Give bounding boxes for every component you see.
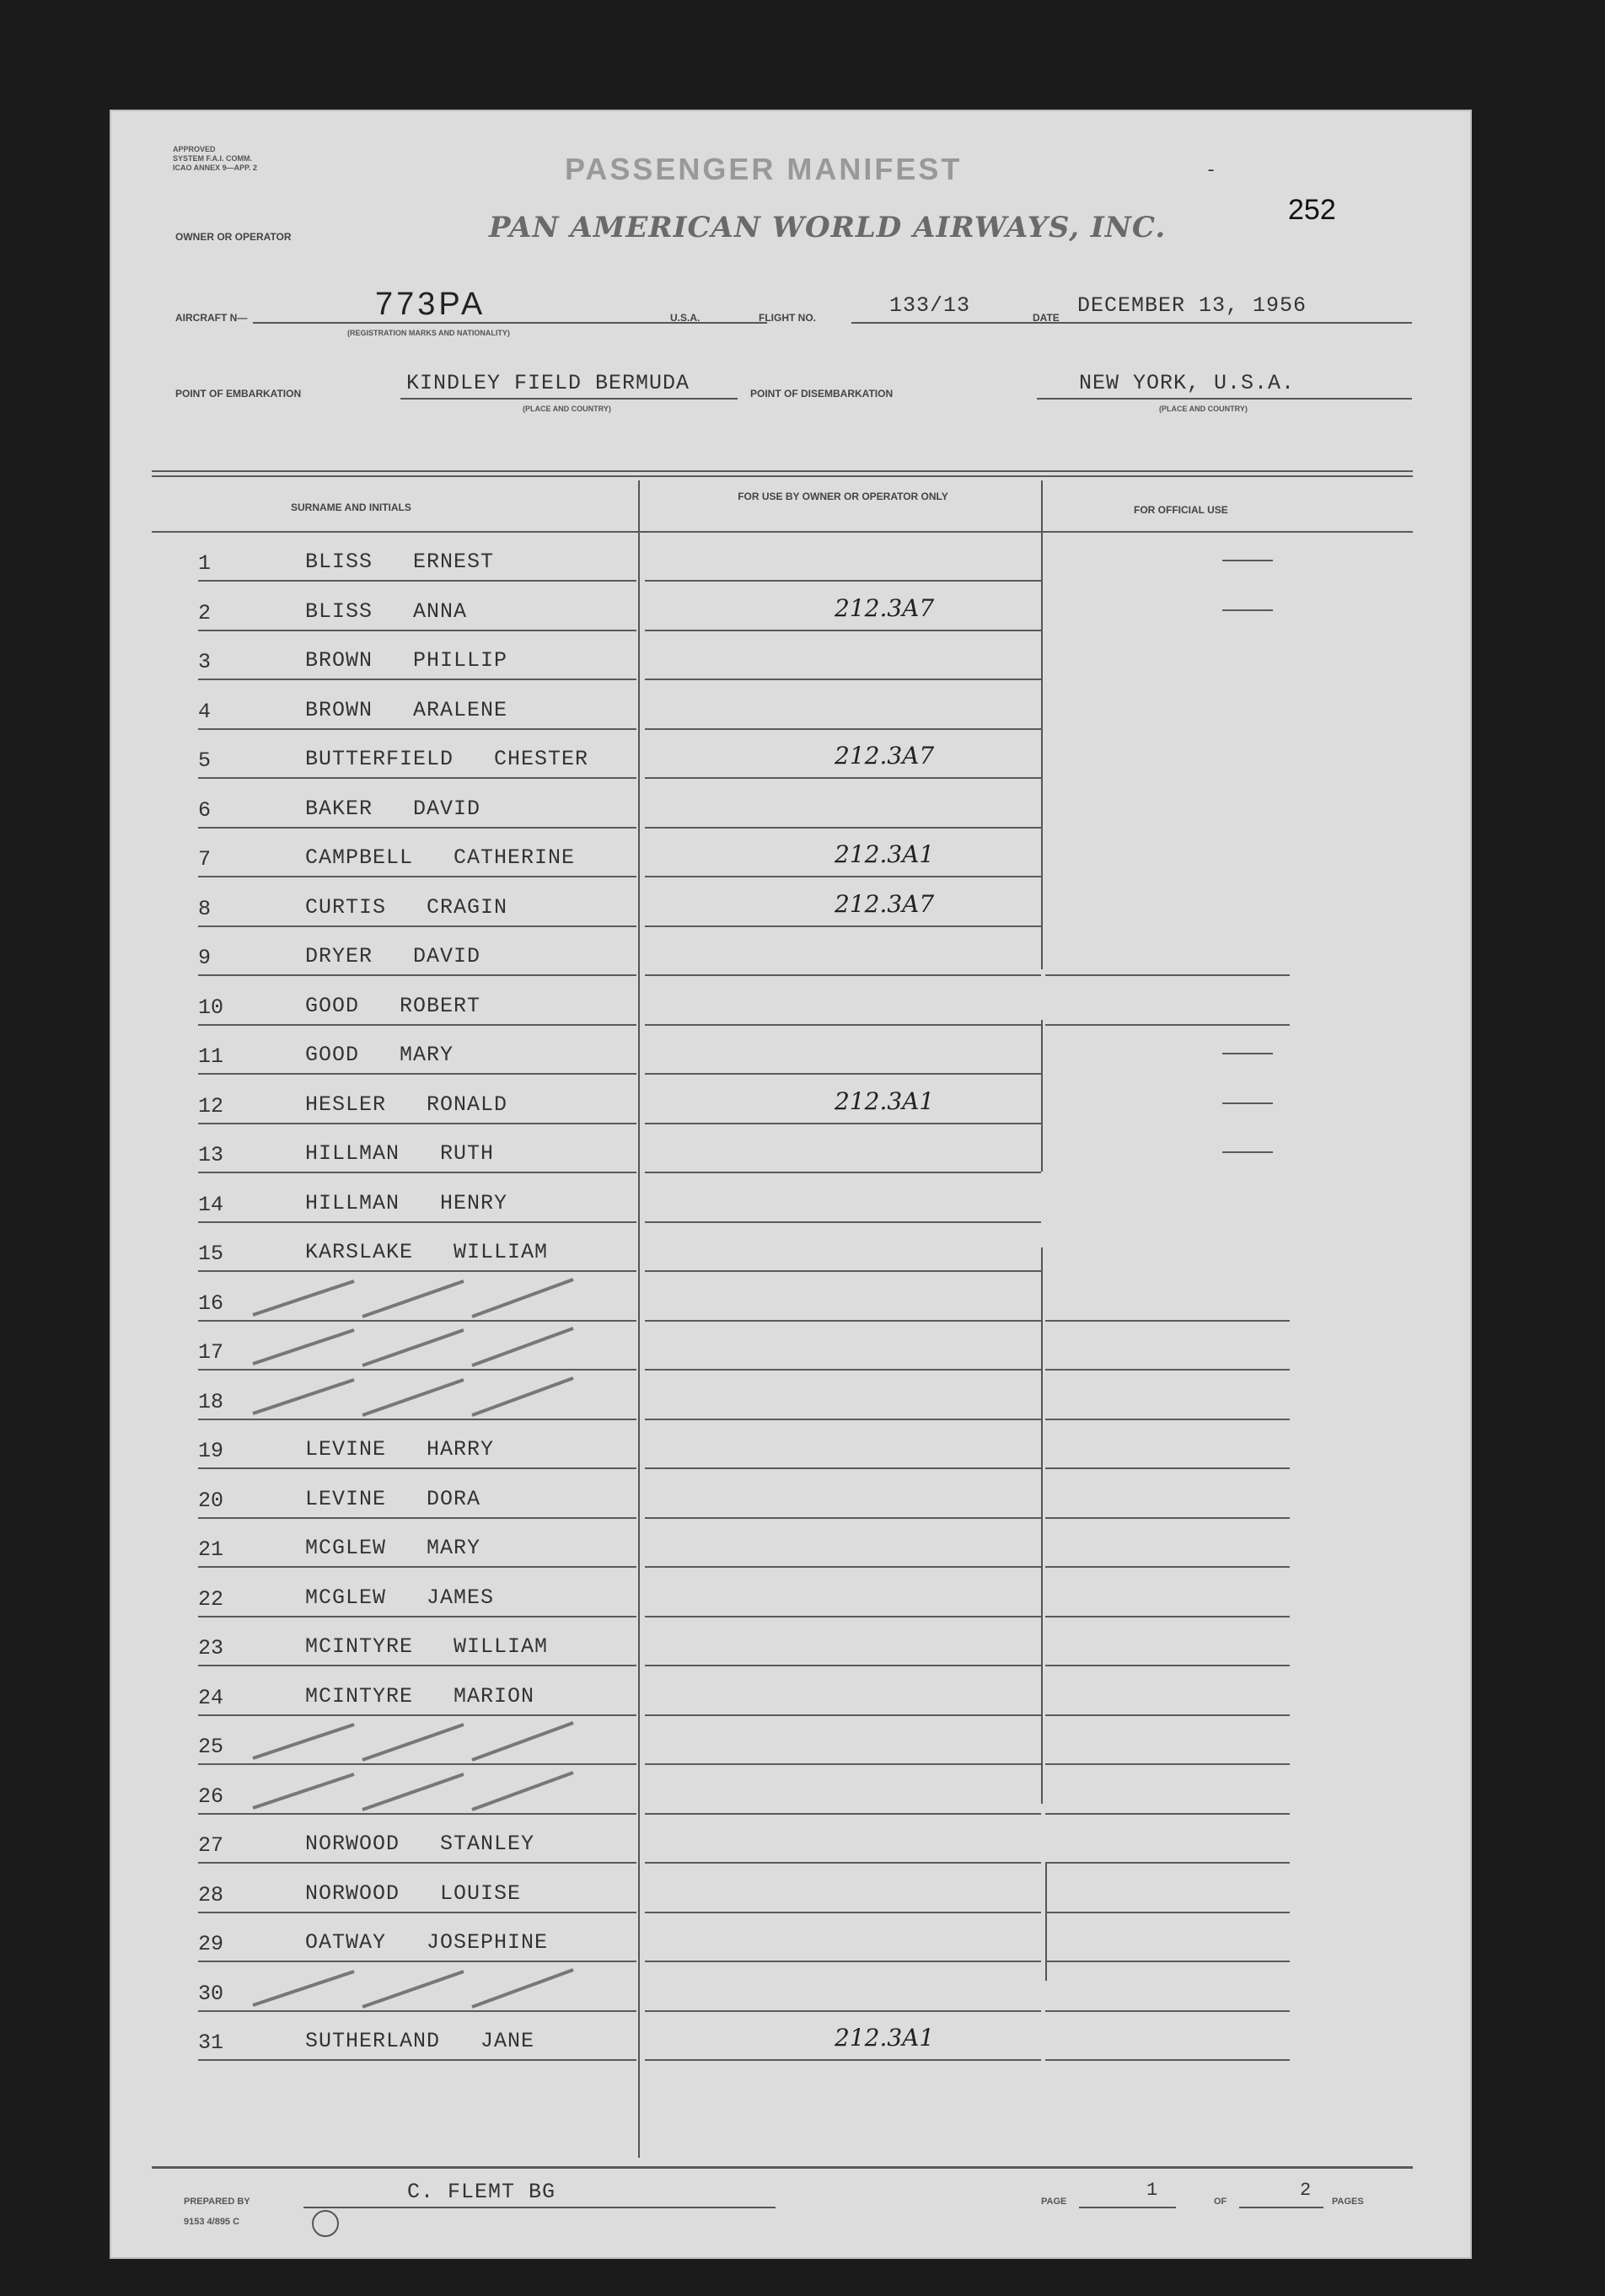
row-rule-name (198, 728, 636, 730)
approval-line: APPROVED (173, 145, 216, 153)
operator-code: 212.3A7 (835, 742, 935, 770)
table-row (152, 1131, 1332, 1180)
row-rule-owner (645, 1912, 1041, 1913)
passenger-name: SUTHERLAND JANE (305, 2029, 535, 2053)
row-rule-name (198, 1566, 636, 1568)
table-row (152, 1871, 1332, 1920)
row-number: 22 (198, 1586, 224, 1612)
strikeout-stroke (362, 1774, 464, 1810)
row-rule-official (1045, 1665, 1290, 1666)
page-stamp: 252 (1288, 194, 1336, 226)
row-rule-official (1045, 1813, 1290, 1815)
row-rule-name (198, 1467, 636, 1469)
table-row (152, 638, 1332, 687)
table-row (152, 1773, 1332, 1821)
row-number: 27 (198, 1833, 224, 1858)
row-number: 21 (198, 1537, 224, 1562)
row-rule-name (198, 827, 636, 829)
row-rule-name (198, 2059, 636, 2061)
passenger-name: BUTTERFIELD CHESTER (305, 747, 589, 771)
row-rule-official (1045, 1517, 1290, 1519)
passenger-name: NORWOOD STANLEY (305, 1832, 535, 1856)
row-rule-name (198, 974, 636, 976)
row-rule-owner (645, 1467, 1041, 1469)
row-rule-owner (645, 1862, 1041, 1864)
row-rule-owner (645, 580, 1041, 582)
table-row (152, 1378, 1332, 1427)
embark-label: POINT OF EMBARKATION (175, 388, 302, 400)
passenger-name: MCINTYRE MARION (305, 1683, 535, 1709)
row-number: 2 (198, 600, 212, 625)
table-row (152, 835, 1332, 884)
strikeout-stroke (253, 1380, 354, 1414)
column-header-official: FOR OFFICIAL USE (1134, 504, 1228, 516)
row-number: 5 (198, 748, 212, 773)
passenger-name: LEVINE HARRY (305, 1437, 495, 1462)
row-rule-owner (645, 630, 1041, 631)
column-header-owner: FOR USE BY OWNER OR OPERATOR ONLY (738, 491, 948, 502)
row-number: 10 (198, 995, 224, 1020)
table-row (152, 885, 1332, 934)
row-rule-official (1045, 1320, 1290, 1322)
passenger-name: BROWN ARALENE (305, 697, 508, 722)
row-rule-owner (645, 679, 1041, 680)
strikeout-stroke (362, 1725, 464, 1760)
row-number: 31 (198, 2030, 224, 2055)
approval-block (173, 145, 257, 173)
row-rule-name (198, 630, 636, 631)
header-bottom-rule (152, 531, 1413, 533)
strikeout-mark (236, 1955, 590, 2014)
approval-line: ICAO ANNEX 9—APP. 2 (173, 164, 258, 172)
strikeout-stroke (472, 1328, 573, 1365)
row-rule-owner (645, 1073, 1041, 1075)
page-title: PASSENGER MANIFEST (565, 152, 963, 186)
row-rule-owner (645, 1517, 1041, 1519)
passenger-name: BLISS ANNA (305, 598, 468, 624)
table-row (152, 1526, 1332, 1574)
row-rule-owner (645, 2059, 1041, 2061)
row-rule-name (198, 679, 636, 680)
row-rule-owner (645, 1566, 1041, 1568)
of-underline (1239, 2207, 1323, 2208)
union-label-icon (312, 2210, 339, 2237)
row-number: 18 (198, 1389, 224, 1414)
row-rule-official (1045, 1566, 1290, 1568)
row-rule-owner (645, 1714, 1041, 1716)
table-row (152, 1970, 1332, 2019)
row-rule-official (1045, 974, 1290, 976)
row-number: 14 (198, 1192, 224, 1217)
row-number: 4 (198, 699, 212, 724)
row-rule-official (1045, 1467, 1290, 1469)
row-rule-official (1045, 1024, 1290, 1026)
table-row (152, 539, 1332, 588)
table-row (152, 934, 1332, 983)
table-row (152, 1477, 1332, 1526)
date-value: DECEMBER 13, 1956 (1077, 293, 1307, 318)
manifest-sheet (110, 110, 1472, 2259)
row-rule-official (1045, 1369, 1290, 1371)
row-rule-owner (645, 777, 1041, 779)
aircraft-label: AIRCRAFT N— (175, 312, 248, 324)
table-row (152, 589, 1332, 638)
page-label: PAGE (1041, 2197, 1067, 2207)
passenger-name: MCGLEW JAMES (305, 1585, 495, 1610)
strikeout-stroke (362, 1971, 464, 2007)
passenger-name: GOOD MARY (305, 1043, 454, 1067)
passenger-name: HESLER RONALD (305, 1092, 508, 1117)
strikeout-stroke (362, 1281, 464, 1317)
row-rule-name (198, 1813, 636, 1815)
strikeout-stroke (362, 1380, 464, 1415)
strikeout-stroke (253, 1330, 354, 1364)
strikeout-stroke (472, 1723, 573, 1760)
row-number: 13 (198, 1143, 224, 1167)
row-rule-name (198, 1517, 636, 1519)
row-rule-name (198, 777, 636, 779)
strikeout-stroke (472, 1970, 573, 2007)
table-row (152, 1033, 1332, 1081)
operator-code: 212.3A1 (835, 2024, 935, 2052)
row-number: 7 (198, 847, 212, 872)
passenger-name: CURTIS CRAGIN (305, 894, 508, 920)
row-rule-official (1045, 1616, 1290, 1617)
of-value: 2 (1300, 2180, 1312, 2201)
row-number: 9 (198, 946, 212, 970)
row-rule-official (1045, 1862, 1290, 1864)
strikeout-mark (236, 1363, 590, 1422)
row-rule-owner (645, 1763, 1041, 1765)
embark-underline (400, 398, 738, 400)
row-rule-owner (645, 1221, 1041, 1223)
table-row (152, 2019, 1332, 2068)
row-rule-name (198, 1221, 636, 1223)
official-tick (1222, 1053, 1273, 1054)
row-rule-owner (645, 2010, 1041, 2012)
date-underline (1071, 322, 1412, 324)
official-tick (1222, 1102, 1273, 1104)
row-number: 15 (198, 1242, 224, 1266)
row-number: 23 (198, 1636, 224, 1660)
row-number: 30 (198, 1981, 224, 2006)
strikeout-stroke (472, 1378, 573, 1415)
row-rule-owner (645, 1665, 1041, 1666)
strikeout-stroke (472, 1279, 573, 1317)
passenger-name: BROWN PHILLIP (305, 648, 508, 673)
embark-sub: (PLACE AND COUNTRY) (523, 405, 611, 413)
official-tick (1222, 609, 1273, 611)
row-rule-official (1045, 2059, 1290, 2061)
row-number: 25 (198, 1735, 224, 1759)
table-row (152, 786, 1332, 835)
operator-code: 212.3A7 (835, 889, 935, 918)
row-rule-owner (645, 1270, 1041, 1272)
mark-dash: - (1205, 160, 1217, 181)
operator-code: 212.3A1 (835, 1086, 935, 1115)
table-row (152, 984, 1332, 1033)
strikeout-stroke (253, 1725, 354, 1758)
row-rule-official (1045, 1763, 1290, 1765)
passenger-name: CAMPBELL CATHERINE (305, 845, 576, 870)
row-rule-owner (645, 1616, 1041, 1617)
approval-line: SYSTEM F.A.I. COMM. (173, 154, 253, 163)
row-rule-owner (645, 1320, 1041, 1322)
row-rule-name (198, 580, 636, 582)
operator-code: 212.3A1 (835, 840, 935, 868)
strikeout-stroke (253, 1971, 354, 2005)
passenger-name: DRYER DAVID (305, 944, 481, 968)
row-rule-name (198, 925, 636, 927)
aircraft-value: 773PA (375, 287, 486, 322)
prepared-value: C. FLEMT BG (407, 2180, 556, 2204)
row-rule-owner (645, 1024, 1041, 1026)
disembark-value: NEW YORK, U.S.A. (1079, 371, 1296, 395)
row-rule-owner (645, 1419, 1041, 1420)
table-row (152, 737, 1332, 786)
disembark-label: POINT OF DISEMBARKATION (750, 388, 894, 400)
row-number: 29 (198, 1932, 224, 1956)
row-rule-owner (645, 827, 1041, 829)
row-number: 17 (198, 1340, 224, 1365)
passenger-name: BLISS ERNEST (305, 550, 495, 574)
row-rule-official (1045, 1912, 1290, 1913)
passenger-name: HILLMAN RUTH (305, 1141, 495, 1166)
table-row (152, 1821, 1332, 1870)
country-label: U.S.A. (670, 312, 701, 324)
strikeout-stroke (253, 1281, 354, 1315)
pages-label: PAGES (1332, 2197, 1364, 2207)
row-rule-owner (645, 1961, 1041, 1962)
row-rule-owner (645, 1123, 1041, 1124)
table-row (152, 1575, 1332, 1624)
embark-value: KINDLEY FIELD BERMUDA (406, 371, 690, 395)
table-bottom-rule (152, 2166, 1413, 2169)
disembark-underline (1037, 398, 1412, 400)
row-rule-name (198, 1073, 636, 1075)
row-rule-official (1045, 1961, 1290, 1962)
passenger-name: HILLMAN HENRY (305, 1190, 508, 1215)
row-number: 3 (198, 650, 212, 674)
aircraft-sub: (REGISTRATION MARKS AND NATIONALITY) (347, 329, 510, 337)
row-rule-official (1045, 1714, 1290, 1716)
strikeout-stroke (253, 1774, 354, 1808)
row-number: 19 (198, 1439, 224, 1463)
row-rule-owner (645, 1369, 1041, 1371)
strikeout-mark (236, 1757, 590, 1816)
passenger-name: GOOD ROBERT (305, 993, 481, 1018)
passenger-name: MCGLEW MARY (305, 1536, 481, 1560)
row-number: 20 (198, 1488, 224, 1513)
column-header-surname: SURNAME AND INITIALS (291, 502, 411, 513)
row-rule-owner (645, 876, 1041, 877)
row-number: 26 (198, 1784, 224, 1809)
row-number: 12 (198, 1093, 224, 1118)
passenger-name: BAKER DAVID (305, 796, 481, 821)
operator-code: 212.3A7 (835, 593, 935, 622)
page-value: 1 (1146, 2180, 1159, 2201)
strikeout-stroke (362, 1330, 464, 1365)
disembark-sub: (PLACE AND COUNTRY) (1159, 405, 1248, 413)
strikeout-stroke (472, 1773, 573, 1810)
row-rule-name (198, 1419, 636, 1420)
row-rule-owner (645, 925, 1041, 927)
row-rule-name (198, 876, 636, 877)
form-number: 9153 4/895 C (184, 2217, 240, 2227)
passenger-name: NORWOOD LOUISE (305, 1880, 522, 1906)
row-number: 11 (198, 1044, 224, 1069)
page-underline (1079, 2207, 1176, 2208)
row-rule-name (198, 1665, 636, 1666)
row-rule-owner (645, 974, 1041, 976)
prepared-underline (303, 2207, 776, 2208)
date-label: DATE (1033, 312, 1060, 324)
passenger-name: KARSLAKE WILLIAM (305, 1240, 549, 1264)
passenger-name: LEVINE DORA (305, 1486, 481, 1511)
row-rule-owner (645, 728, 1041, 730)
table-row (152, 1181, 1332, 1230)
row-rule-owner (645, 1813, 1041, 1815)
table-row (152, 1082, 1332, 1131)
row-rule-name (198, 1123, 636, 1124)
row-rule-name (198, 1172, 636, 1173)
row-number: 16 (198, 1290, 224, 1316)
row-number: 6 (198, 797, 212, 823)
table-top-rule (152, 470, 1413, 472)
of-label: OF (1214, 2197, 1227, 2207)
row-number: 24 (198, 1685, 224, 1710)
flight-label: FLIGHT NO. (759, 312, 816, 324)
row-rule-name (198, 1862, 636, 1864)
passenger-name: OATWAY JOSEPHINE (305, 1930, 549, 1955)
row-rule-official (1045, 2010, 1290, 2012)
row-number: 8 (198, 896, 212, 921)
row-rule-name (198, 2010, 636, 2012)
table-row (152, 1427, 1332, 1476)
table-row (152, 688, 1332, 737)
official-tick (1222, 1151, 1273, 1153)
row-number: 28 (198, 1882, 224, 1907)
table-row (152, 1624, 1332, 1673)
row-rule-owner (645, 1172, 1041, 1173)
row-rule-name (198, 1616, 636, 1617)
owner-value: PAN AMERICAN WORLD AIRWAYS, INC. (489, 211, 1167, 244)
owner-label: OWNER OR OPERATOR (175, 231, 292, 243)
row-number: 1 (198, 551, 212, 576)
row-rule-official (1045, 1419, 1290, 1420)
row-rule-name (198, 1912, 636, 1913)
table-top-rule-2 (152, 475, 1413, 477)
row-rule-name (198, 1024, 636, 1026)
prepared-label: PREPARED BY (184, 2197, 250, 2207)
flight-value: 133/13 (889, 293, 971, 318)
passenger-name: MCINTYRE WILLIAM (305, 1634, 549, 1659)
official-tick (1222, 560, 1273, 561)
